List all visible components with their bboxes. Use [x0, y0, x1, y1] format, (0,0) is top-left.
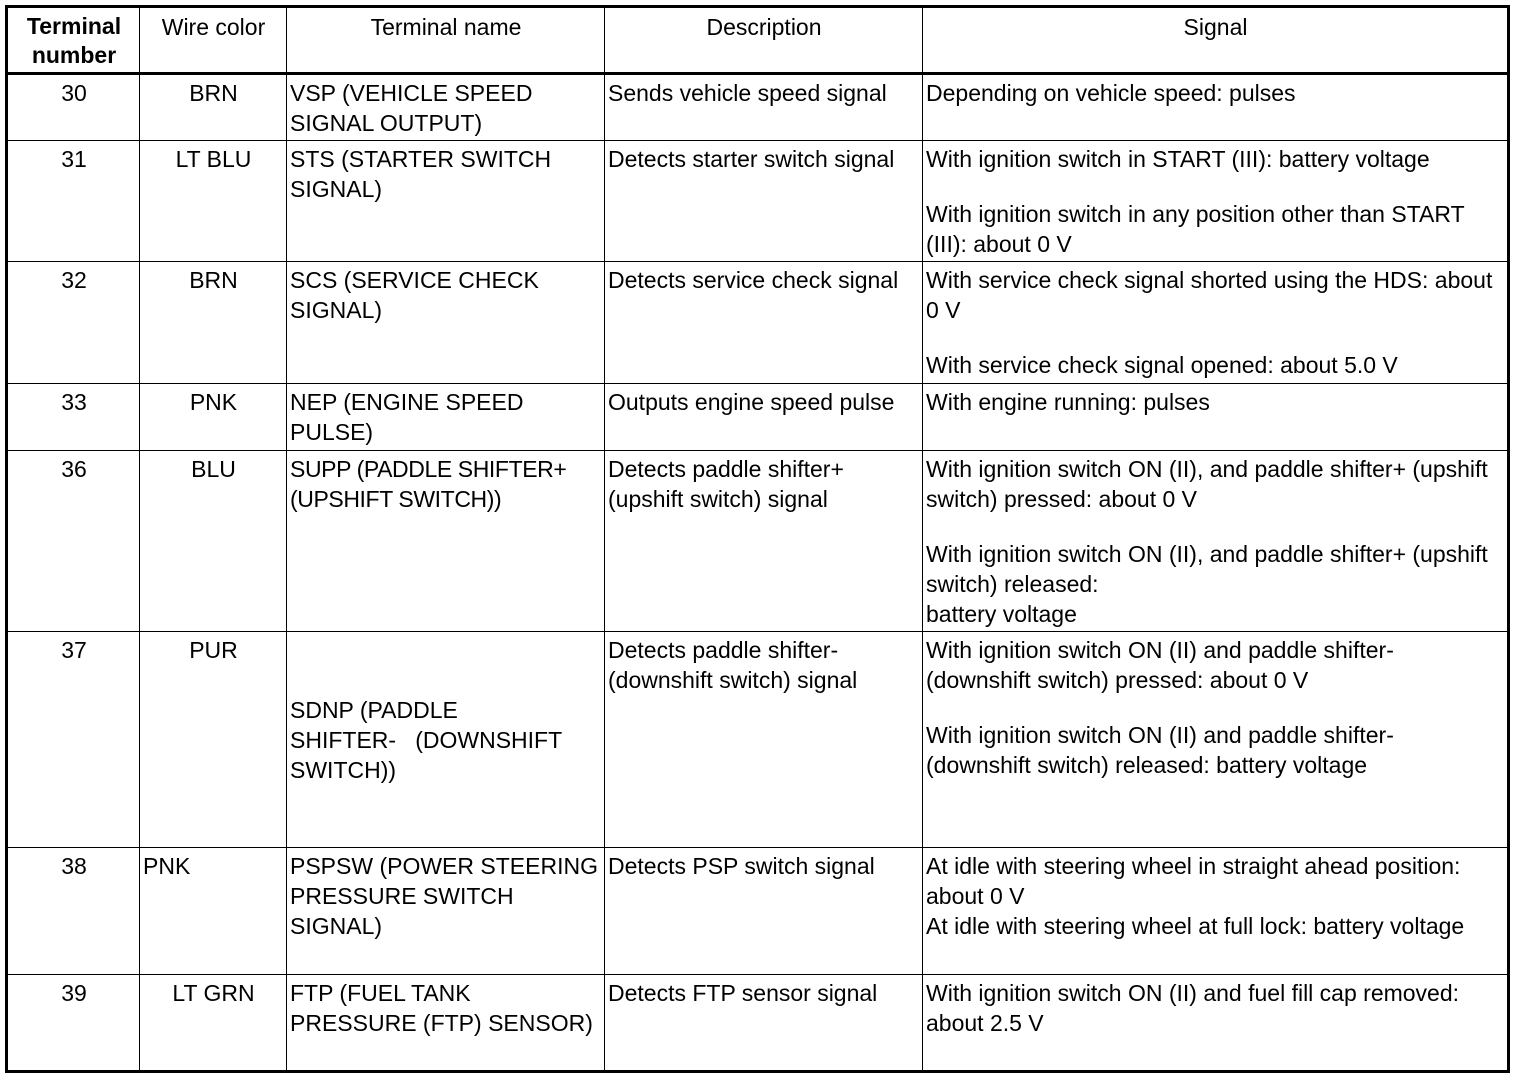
wire-color-cell: BRN — [140, 74, 287, 141]
signal-text: With ignition switch ON (II), and paddle shifter+ (upshift switch) released: — [926, 541, 1488, 597]
signal-text: With service check signal shorted using the HDS: about 0 V — [926, 267, 1493, 323]
signal-cell — [923, 975, 1509, 1072]
signal-cell — [923, 141, 1509, 262]
signal-cell — [923, 262, 1509, 384]
signal-cell — [923, 632, 1509, 848]
signal-text: With ignition switch ON (II), and paddle shifter+ (upshift switch) pressed: about 0 V — [926, 456, 1488, 512]
terminal-number-cell: 33 — [7, 384, 140, 451]
description-cell: Detects paddle shifter+ (upshift switch) signal — [605, 451, 923, 632]
description-cell: Detects PSP switch signal — [605, 848, 923, 975]
terminal-number-cell: 31 — [7, 141, 140, 262]
header-terminal-number: Terminal number — [7, 7, 140, 74]
description-cell: Detects paddle shifter- (downshift switch) signal — [605, 632, 923, 848]
wire-color-cell: PNK — [140, 384, 287, 451]
header-wire-color: Wire color — [140, 7, 287, 74]
table-row — [7, 74, 1509, 141]
table-row — [7, 451, 1509, 632]
header-row — [7, 7, 1509, 74]
signal-text: Depending on vehicle speed: pulses — [926, 80, 1296, 106]
header-signal: Signal — [923, 7, 1509, 74]
wire-color-cell: PUR — [140, 632, 287, 848]
terminal-name-cell: PSPSW (POWER STEERING PRESSURE SWITCH SIGNAL) — [287, 848, 605, 975]
table-row — [7, 384, 1509, 451]
terminal-number-cell: 38 — [7, 848, 140, 975]
signal-text: With ignition switch ON (II) and paddle shifter- (downshift switch) released: battery voltage — [926, 722, 1394, 778]
signal-text: With service check signal opened: about 5.0 V — [926, 352, 1398, 378]
terminal-name-cell: FTP (FUEL TANK PRESSURE (FTP) SENSOR) — [287, 975, 605, 1072]
signal-text: With ignition switch in any position other than START (III): about 0 V — [926, 201, 1465, 257]
header-terminal-name: Terminal name — [287, 7, 605, 74]
table-row — [7, 975, 1509, 1072]
wire-color-cell: LT GRN — [140, 975, 287, 1072]
wire-color-cell: PNK — [140, 848, 287, 975]
table-row — [7, 632, 1509, 848]
terminal-name-cell: STS (STARTER SWITCH SIGNAL) — [287, 141, 605, 262]
terminal-number-cell: 30 — [7, 74, 140, 141]
description-cell: Outputs engine speed pulse — [605, 384, 923, 451]
signal-text: With ignition switch ON (II) and paddle shifter- (downshift switch) pressed: about 0 V — [926, 637, 1394, 693]
signal-cell — [923, 384, 1509, 451]
description-cell: Sends vehicle speed signal — [605, 74, 923, 141]
signal-text: With ignition switch ON (II) and fuel fill cap removed: about 2.5 V — [926, 980, 1460, 1036]
description-cell: Detects service check signal — [605, 262, 923, 384]
table-row — [7, 848, 1509, 975]
header-description: Description — [605, 7, 923, 74]
terminal-table — [5, 5, 1510, 1073]
terminal-name-cell: NEP (ENGINE SPEED PULSE) — [287, 384, 605, 451]
table-row — [7, 262, 1509, 384]
terminal-number-cell: 32 — [7, 262, 140, 384]
wire-color-cell: BRN — [140, 262, 287, 384]
terminal-name-cell: SUPP (PADDLE SHIFTER+ (UPSHIFT SWITCH)) — [287, 451, 605, 632]
wire-color-cell: LT BLU — [140, 141, 287, 262]
wire-color-cell: BLU — [140, 451, 287, 632]
signal-cell — [923, 451, 1509, 632]
terminal-number-cell: 39 — [7, 975, 140, 1072]
terminal-name-cell: VSP (VEHICLE SPEED SIGNAL OUTPUT) — [287, 74, 605, 141]
terminal-name-cell: SCS (SERVICE CHECK SIGNAL) — [287, 262, 605, 384]
signal-cell — [923, 74, 1509, 141]
signal-text: At idle with steering wheel in straight ahead position: about 0 V — [926, 853, 1461, 909]
signal-text: At idle with steering wheel at full lock: battery voltage — [926, 913, 1465, 939]
signal-text: battery voltage — [926, 601, 1077, 627]
signal-text: With ignition switch in START (III): battery voltage — [926, 146, 1430, 172]
description-cell: Detects starter switch signal — [605, 141, 923, 262]
description-cell: Detects FTP sensor signal — [605, 975, 923, 1072]
terminal-number-cell: 37 — [7, 632, 140, 848]
signal-cell — [923, 848, 1509, 975]
signal-text: With engine running: pulses — [926, 389, 1210, 415]
terminal-number-cell: 36 — [7, 451, 140, 632]
terminal-name-cell: SDNP (PADDLE SHIFTER- (DOWNSHIFT SWITCH)) — [287, 632, 605, 848]
table-row — [7, 141, 1509, 262]
